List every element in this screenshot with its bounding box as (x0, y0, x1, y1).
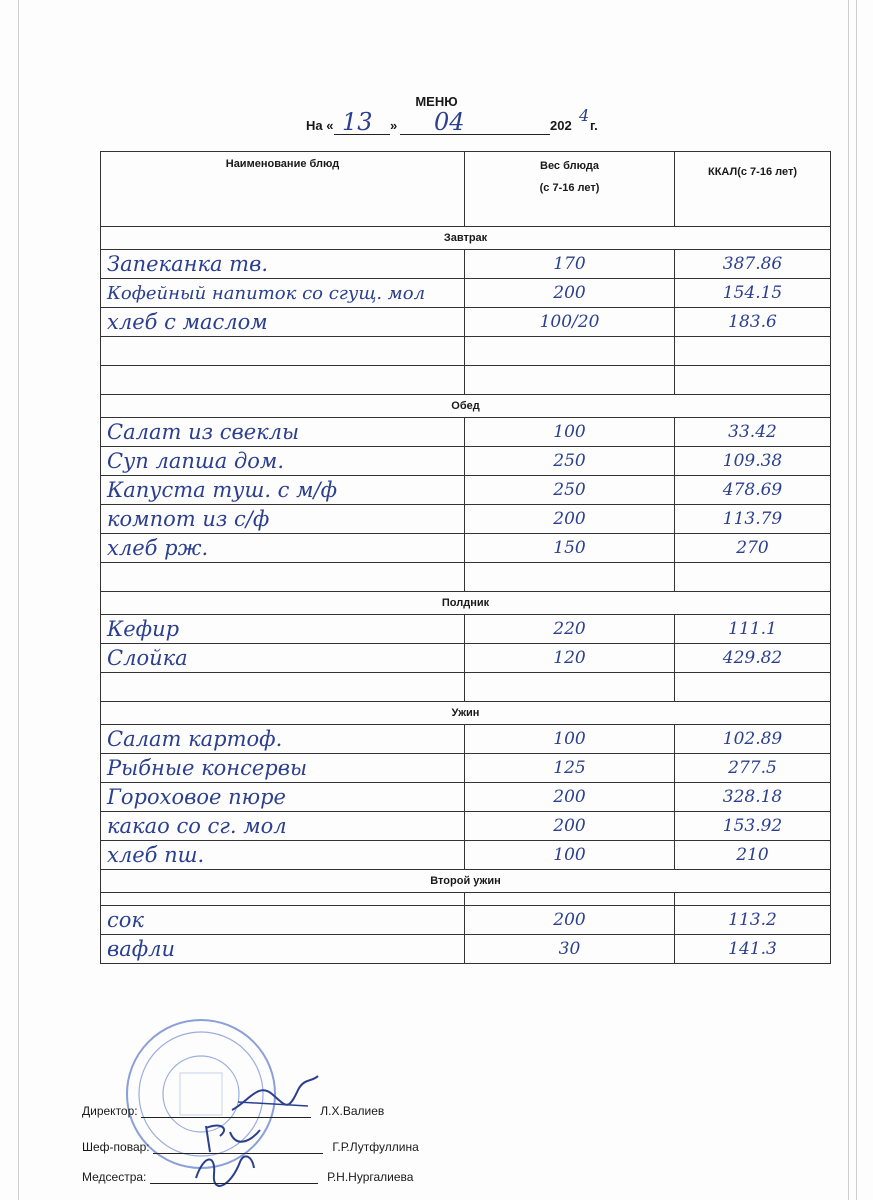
date-month-underline (400, 134, 550, 135)
table-row (101, 783, 831, 812)
dish-cell: Салат картоф. (101, 725, 465, 754)
weight-cell: 100 (465, 418, 675, 447)
section-title: Полдник (101, 592, 831, 615)
kcal-cell: 210 (675, 841, 831, 870)
table-row (101, 841, 831, 870)
table-row (101, 644, 831, 673)
weight-cell: 170 (465, 250, 675, 279)
empty-cell (465, 563, 675, 592)
kcal-cell: 154.15 (675, 279, 831, 308)
date-prefix: На « (306, 118, 334, 133)
column-dish-header: Наименование блюд (101, 152, 465, 227)
empty-cell (675, 673, 831, 702)
table-row (101, 447, 831, 476)
empty-cell (465, 673, 675, 702)
dish-cell: Кофейный напиток со сгущ. мол (101, 279, 465, 308)
kcal-cell: 328.18 (675, 783, 831, 812)
kcal-cell: 102.89 (675, 725, 831, 754)
empty-cell (101, 563, 465, 592)
scan-edge-right-2 (856, 0, 857, 1200)
person-name: Г.Р.Лутфуллина (332, 1140, 419, 1154)
table-row (101, 534, 831, 563)
table-row (101, 279, 831, 308)
section-title: Второй ужин (101, 870, 831, 893)
weight-cell: 30 (465, 935, 675, 964)
weight-cell: 200 (465, 812, 675, 841)
kcal-cell: 387.86 (675, 250, 831, 279)
column-kcal-header: ККАЛ(с 7-16 лет) (675, 152, 831, 227)
empty-row (101, 673, 831, 702)
kcal-cell: 153.92 (675, 812, 831, 841)
section-title: Обед (101, 395, 831, 418)
empty-cell (101, 366, 465, 395)
empty-cell (675, 563, 831, 592)
kcal-cell: 429.82 (675, 644, 831, 673)
scan-edge-right (848, 0, 849, 1200)
person-name: Л.Х.Валиев (320, 1104, 385, 1118)
table-row (101, 812, 831, 841)
empty-cell (465, 893, 675, 906)
kcal-cell: 113.2 (675, 906, 831, 935)
dish-cell: Запеканка тв. (101, 250, 465, 279)
empty-cell (101, 673, 465, 702)
signature-director (82, 1104, 384, 1118)
section-row (101, 870, 831, 893)
weight-cell: 250 (465, 447, 675, 476)
kcal-cell: 270 (675, 534, 831, 563)
weight-cell: 100 (465, 841, 675, 870)
table-row (101, 250, 831, 279)
kcal-cell: 109.38 (675, 447, 831, 476)
dish-cell: Кефир (101, 615, 465, 644)
signature-line (141, 1117, 311, 1118)
person-name: Р.Н.Нургалиева (327, 1170, 414, 1184)
weight-cell: 200 (465, 279, 675, 308)
weight-cell: 120 (465, 644, 675, 673)
column-weight-line2: (с 7-16 лет) (539, 182, 600, 194)
kcal-cell: 111.1 (675, 615, 831, 644)
table-row (101, 505, 831, 534)
dish-cell: сок (101, 906, 465, 935)
table-row (101, 476, 831, 505)
signature-chef (82, 1140, 419, 1154)
kcal-cell: 141.3 (675, 935, 831, 964)
section-row (101, 395, 831, 418)
empty-cell (675, 366, 831, 395)
table-row (101, 906, 831, 935)
dish-cell: компот из с/ф (101, 505, 465, 534)
table-row (101, 308, 831, 337)
signature-line (153, 1153, 323, 1154)
table-row (101, 754, 831, 783)
empty-cell (465, 337, 675, 366)
date-suffix: г. (590, 118, 598, 133)
dish-cell: хлеб рж. (101, 534, 465, 563)
dish-cell: Слойка (101, 644, 465, 673)
dish-cell: Суп лапша дом. (101, 447, 465, 476)
weight-cell: 125 (465, 754, 675, 783)
section-row (101, 592, 831, 615)
empty-cell (675, 893, 831, 906)
kcal-cell: 478.69 (675, 476, 831, 505)
signature-nurse (82, 1170, 413, 1184)
date-year-digit: 4 (579, 106, 590, 125)
signature-line (150, 1183, 318, 1184)
table-row (101, 725, 831, 754)
kcal-cell: 183.6 (675, 308, 831, 337)
section-title: Завтрак (101, 227, 831, 250)
date-year-prefix: 202 (550, 118, 572, 133)
column-weight-header (465, 152, 675, 227)
dish-cell: какао со сг. мол (101, 812, 465, 841)
weight-cell: 100/20 (465, 308, 675, 337)
empty-row (101, 366, 831, 395)
empty-cell (101, 337, 465, 366)
section-title: Ужин (101, 702, 831, 725)
dish-cell: Гороховое пюре (101, 783, 465, 812)
table-header-row (101, 152, 831, 227)
weight-cell: 200 (465, 505, 675, 534)
menu-title: МЕНЮ (415, 94, 458, 109)
date-mid: » (390, 118, 398, 133)
weight-cell: 150 (465, 534, 675, 563)
dish-cell: Рыбные консервы (101, 754, 465, 783)
date-month: 04 (434, 108, 465, 136)
dish-cell: Капуста туш. с м/ф (101, 476, 465, 505)
dish-cell: Салат из свеклы (101, 418, 465, 447)
role-label: Медсестра: (82, 1170, 147, 1184)
table-row (101, 935, 831, 964)
dish-cell: вафли (101, 935, 465, 964)
weight-cell: 220 (465, 615, 675, 644)
dish-cell: хлеб пш. (101, 841, 465, 870)
kcal-cell: 277.5 (675, 754, 831, 783)
kcal-cell: 33.42 (675, 418, 831, 447)
role-label: Шеф-повар: (82, 1140, 150, 1154)
weight-cell: 200 (465, 906, 675, 935)
weight-cell: 100 (465, 725, 675, 754)
kcal-cell: 113.79 (675, 505, 831, 534)
empty-row (101, 563, 831, 592)
date-day: 13 (342, 108, 373, 136)
table-row (101, 615, 831, 644)
weight-cell: 250 (465, 476, 675, 505)
table-row (101, 418, 831, 447)
section-row (101, 702, 831, 725)
empty-row (101, 893, 831, 906)
weight-cell: 200 (465, 783, 675, 812)
dish-cell: хлеб с маслом (101, 308, 465, 337)
empty-cell (675, 337, 831, 366)
empty-row (101, 337, 831, 366)
empty-cell (101, 893, 465, 906)
menu-table (100, 151, 831, 964)
section-row (101, 227, 831, 250)
scan-edge-left (18, 0, 19, 1200)
empty-cell (465, 366, 675, 395)
column-weight-line1: Вес блюда (540, 160, 599, 172)
role-label: Директор: (82, 1104, 138, 1118)
